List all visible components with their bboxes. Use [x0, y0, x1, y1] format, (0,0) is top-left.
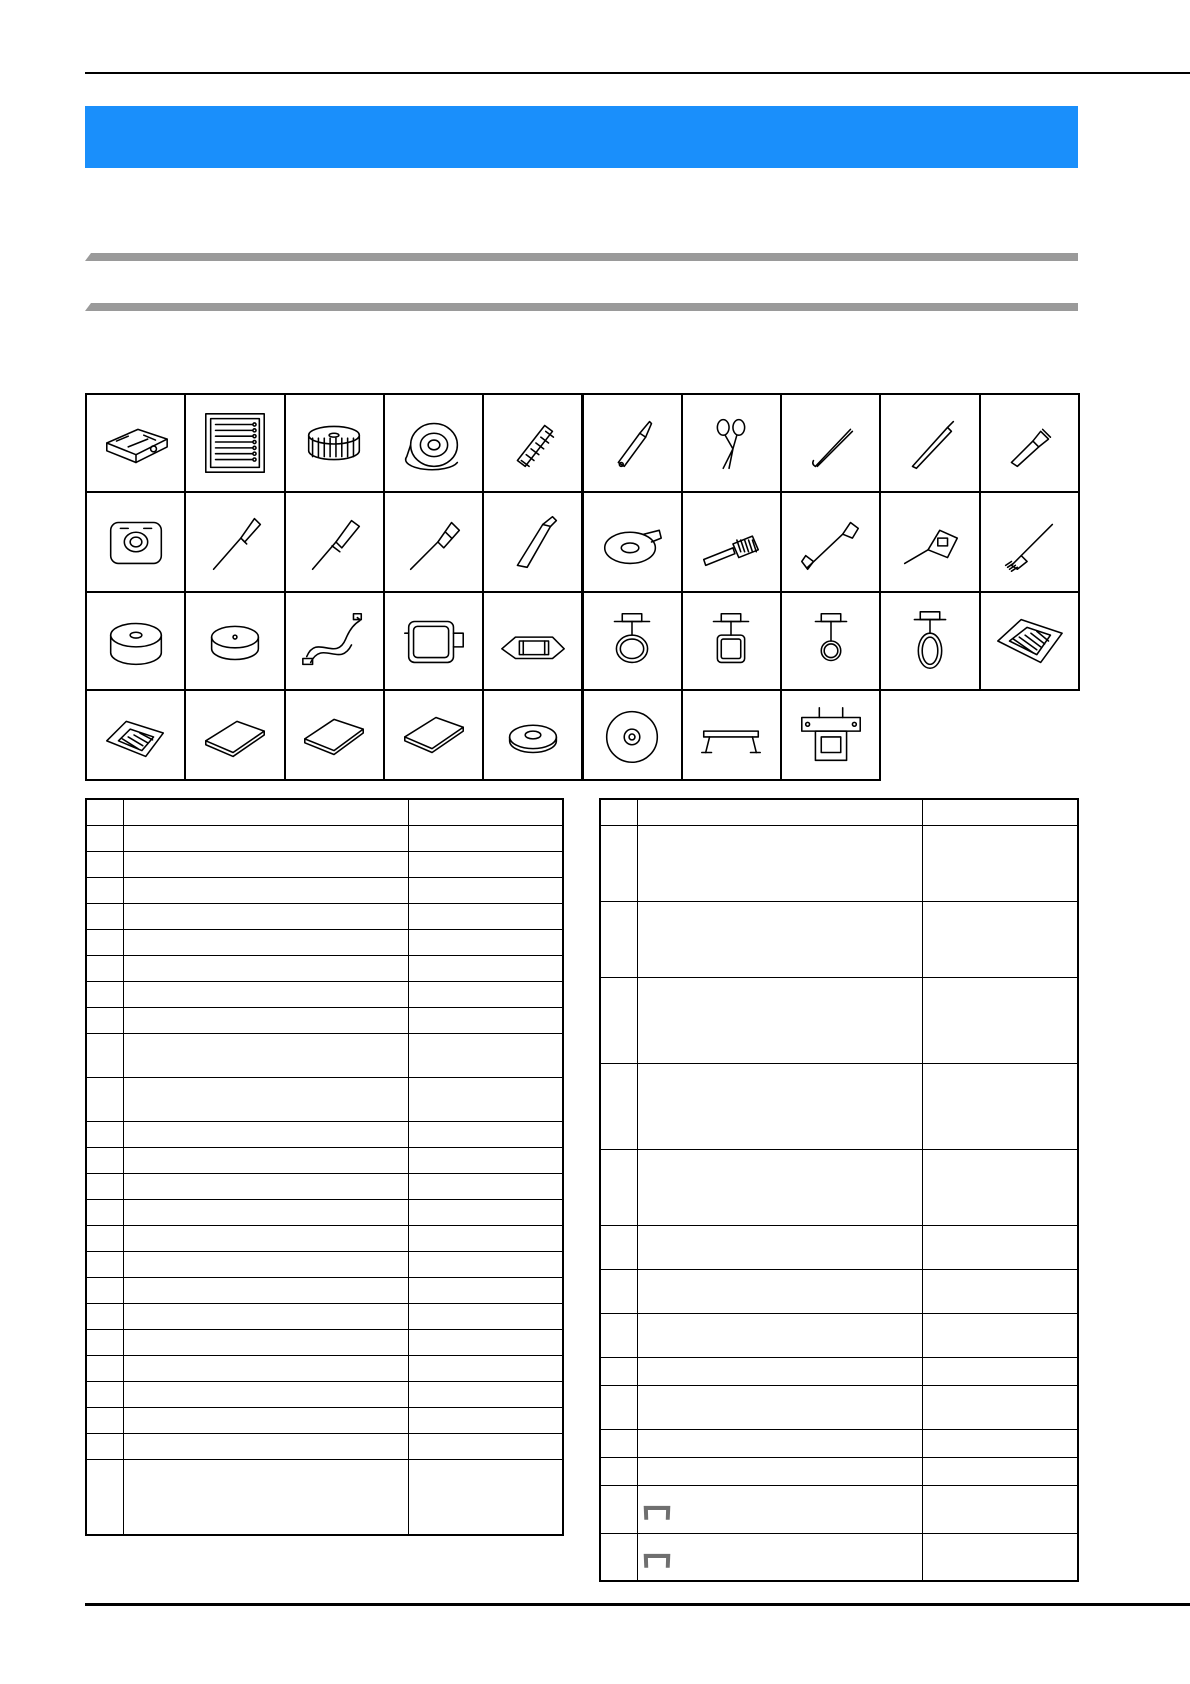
table-row: [600, 1225, 1078, 1269]
table-row: [600, 1457, 1078, 1485]
table-cell-name: [123, 1225, 408, 1251]
cap-frame-icon: [496, 604, 570, 678]
spanner-icon: [794, 505, 868, 579]
table-cell-name: [123, 1251, 408, 1277]
table-cell-no: [86, 1407, 123, 1433]
spool-net-icon: [496, 406, 570, 480]
table-cell-no: [86, 1303, 123, 1329]
table-cell-code: [408, 1381, 563, 1407]
table-cell-name: [637, 1225, 922, 1269]
awl-icon: [893, 406, 967, 480]
accessory-cell: [383, 393, 484, 493]
table-cell-code: [922, 825, 1078, 901]
table-row: [86, 877, 563, 903]
usb-cable-icon: [297, 604, 371, 678]
accessory-cell: [284, 393, 385, 493]
table-row: [86, 1355, 563, 1381]
table-cell-no: [600, 1485, 637, 1533]
table-cell-name: [123, 1033, 408, 1077]
table-cell-name: [123, 1355, 408, 1381]
accessory-case-icon: [99, 406, 173, 480]
table-row: [86, 1121, 563, 1147]
table-cell-code: [922, 1313, 1078, 1357]
top-rule: [85, 72, 1190, 74]
accessory-cell: [184, 591, 285, 691]
table-cell-code: [408, 1007, 563, 1033]
accessory-cell: [284, 491, 385, 593]
thread-spool-icon: [297, 406, 371, 480]
holder-assembly-icon: [794, 698, 868, 772]
brush-tool-icon: [694, 505, 768, 579]
small-screwdriver-icon: [397, 505, 471, 579]
table-cell-name: [123, 877, 408, 903]
table-row: [600, 1313, 1078, 1357]
table-cell-name: [637, 1063, 922, 1149]
subheading-bar-1: [85, 253, 1078, 261]
table-cell-no: [600, 1385, 637, 1429]
spool-felt-large-icon: [99, 604, 173, 678]
table-cell-code: [408, 1303, 563, 1329]
table-row: [600, 1149, 1078, 1225]
table-row: [86, 1007, 563, 1033]
tweezers-icon: [794, 406, 868, 480]
table-cell-code: [408, 1033, 563, 1077]
table-cell-no: [600, 799, 637, 825]
table-cell-no: [600, 977, 637, 1063]
table-cell-no: [600, 825, 637, 901]
table-cell-code: [408, 1329, 563, 1355]
table-cell-no: [600, 901, 637, 977]
accessory-cell: [85, 393, 186, 493]
table-row: [600, 1485, 1078, 1533]
table-cell-code: [922, 1269, 1078, 1313]
table-cell-code: [922, 977, 1078, 1063]
table-row: [86, 1199, 563, 1225]
accessory-cell: [879, 591, 980, 691]
table-cell-name: [123, 1303, 408, 1329]
table-cell-name: [123, 1433, 408, 1459]
table-cell-name: [637, 825, 922, 901]
small-frame-3-icon: [794, 604, 868, 678]
table-cell-no: [86, 1225, 123, 1251]
table-cell-name: [637, 799, 922, 825]
table-row: [86, 929, 563, 955]
seam-ripper-icon: [595, 406, 669, 480]
table-cell-name: [637, 977, 922, 1063]
small-frame-4-icon: [893, 604, 967, 678]
accessory-cell: [780, 591, 881, 691]
table-cell-no: [600, 1429, 637, 1457]
table-cell-code: [922, 1063, 1078, 1149]
table-cell-name: [637, 901, 922, 977]
table-cell-no: [86, 1329, 123, 1355]
table-cell-code: [408, 1225, 563, 1251]
table-cell-code: [408, 1199, 563, 1225]
table-cell-no: [86, 903, 123, 929]
manual-1-icon: [198, 698, 272, 772]
accessory-cell: [681, 689, 782, 781]
table-cell-name: [123, 1173, 408, 1199]
table-cell-no: [86, 1433, 123, 1459]
embroidery-sheet-large-icon: [992, 604, 1066, 678]
table-cell-code: [922, 1533, 1078, 1581]
table-row: [600, 799, 1078, 825]
table-cell-name: [123, 825, 408, 851]
table-row: [86, 955, 563, 981]
table-cell-name: [123, 1199, 408, 1225]
table-cell-name: [637, 1385, 922, 1429]
table-cell-name: [123, 1329, 408, 1355]
frame-bracket-icon: [694, 698, 768, 772]
table-cell-no: [86, 1381, 123, 1407]
table-cell-no: [86, 851, 123, 877]
table-cell-code: [922, 1225, 1078, 1269]
accessory-cell: [582, 689, 683, 781]
table-cell-name: [123, 955, 408, 981]
manual-3-icon: [397, 698, 471, 772]
table-cell-name: [123, 929, 408, 955]
table-cell-name: [637, 1457, 922, 1485]
accessory-cell: [681, 591, 782, 691]
table-cell-name: [637, 1429, 922, 1457]
table-cell-code: [408, 903, 563, 929]
accessory-cell: [383, 689, 484, 781]
table-row: [86, 1147, 563, 1173]
table-row: [600, 1429, 1078, 1457]
table-cell-no: [600, 1313, 637, 1357]
frame-mark-icon: [643, 1553, 670, 1567]
table-row: [86, 1407, 563, 1433]
table-cell-no: [86, 799, 123, 825]
table-cell-code: [922, 1385, 1078, 1429]
spool-cap-icon: [99, 505, 173, 579]
table-cell-code: [408, 955, 563, 981]
accessory-cell: [482, 393, 583, 493]
accessory-cell: [582, 591, 683, 691]
table-row: [86, 1459, 563, 1535]
table-row: [86, 1033, 563, 1077]
small-frame-1-icon: [595, 604, 669, 678]
table-cell-code: [408, 1433, 563, 1459]
table-cell-name: [123, 1407, 408, 1433]
cd-rom-icon: [595, 698, 669, 772]
table-cell-name: [637, 1485, 922, 1533]
small-frame-2-icon: [694, 604, 768, 678]
table-cell-name: [123, 1381, 408, 1407]
table-cell-no: [600, 1533, 637, 1581]
flat-screwdriver-icon: [297, 505, 371, 579]
table-cell-name: [123, 1007, 408, 1033]
accessory-cell: [184, 689, 285, 781]
felt-washer-icon: [496, 698, 570, 772]
table-cell-name: [123, 1277, 408, 1303]
accessory-cell: [780, 393, 881, 493]
accessory-cell: [85, 689, 186, 781]
table-row: [600, 1063, 1078, 1149]
table-cell-no: [86, 877, 123, 903]
table-row: [86, 1303, 563, 1329]
accessory-cell: [979, 393, 1080, 493]
table-cell-code: [408, 1173, 563, 1199]
table-cell-name: [123, 1459, 408, 1535]
table-cell-no: [86, 1251, 123, 1277]
table-cell-no: [86, 1355, 123, 1381]
table-cell-name: [637, 1313, 922, 1357]
accessory-cell: [681, 393, 782, 493]
table-cell-no: [86, 1077, 123, 1121]
table-cell-code: [922, 1457, 1078, 1485]
accessory-cell: [879, 393, 980, 493]
needle-changer-icon: [893, 505, 967, 579]
table-cell-code: [922, 901, 1078, 977]
table-row: [600, 825, 1078, 901]
table-row: [600, 1269, 1078, 1313]
table-row: [86, 1277, 563, 1303]
accessory-cell: [284, 689, 385, 781]
table-row: [86, 1251, 563, 1277]
table-cell-no: [86, 1459, 123, 1535]
table-cell-no: [600, 1063, 637, 1149]
table-row: [600, 1357, 1078, 1385]
spool-felt-small-icon: [198, 604, 272, 678]
large-frame-icon: [397, 604, 471, 678]
accessory-cell: [184, 393, 285, 493]
bobbin-thread-icon: [397, 406, 471, 480]
table-cell-code: [922, 1149, 1078, 1225]
table-cell-code: [922, 1357, 1078, 1385]
table-cell-no: [86, 1033, 123, 1077]
table-cell-no: [86, 1277, 123, 1303]
table-row: [86, 981, 563, 1007]
table-cell-name: [123, 1147, 408, 1173]
embroidery-sheet-small-icon: [99, 698, 173, 772]
parts-table-right: [599, 798, 1079, 1582]
table-cell-no: [86, 1121, 123, 1147]
needle-set-icon: [198, 406, 272, 480]
table-row: [86, 799, 563, 825]
bobbin-case-plate-icon: [595, 505, 669, 579]
table-cell-name: [123, 1121, 408, 1147]
table-cell-no: [600, 1269, 637, 1313]
table-cell-code: [408, 1077, 563, 1121]
table-cell-code: [922, 799, 1078, 825]
table-cell-code: [408, 851, 563, 877]
cross-screwdriver-icon: [198, 505, 272, 579]
table-cell-code: [408, 929, 563, 955]
table-cell-code: [408, 981, 563, 1007]
table-cell-code: [408, 1251, 563, 1277]
table-cell-name: [637, 1357, 922, 1385]
accessory-cell: [979, 491, 1080, 593]
table-cell-code: [408, 1121, 563, 1147]
chapter-banner: [85, 106, 1078, 168]
table-row: [86, 1381, 563, 1407]
table-cell-no: [600, 1149, 637, 1225]
accessory-cell: [284, 591, 385, 691]
table-cell-code: [922, 1429, 1078, 1457]
table-cell-no: [86, 1007, 123, 1033]
table-cell-name: [123, 981, 408, 1007]
table-cell-no: [600, 1457, 637, 1485]
table-cell-code: [408, 877, 563, 903]
table-row: [86, 825, 563, 851]
table-cell-name: [637, 1533, 922, 1581]
table-cell-name: [123, 1077, 408, 1121]
table-cell-code: [408, 1277, 563, 1303]
accessory-cell: [383, 591, 484, 691]
table-cell-no: [86, 1199, 123, 1225]
accessory-cell: [780, 491, 881, 593]
table-cell-name: [123, 799, 408, 825]
table-cell-code: [922, 1485, 1078, 1533]
accessory-cell: [582, 491, 683, 593]
table-row: [600, 977, 1078, 1063]
cleaning-brush-icon: [992, 505, 1066, 579]
table-cell-code: [408, 1355, 563, 1381]
table-row: [86, 851, 563, 877]
table-row: [600, 1385, 1078, 1429]
table-cell-code: [408, 1407, 563, 1433]
table-row: [86, 1225, 563, 1251]
subheading-bar-2: [85, 303, 1078, 311]
accessory-cell: [482, 491, 583, 593]
table-cell-no: [600, 1357, 637, 1385]
table-cell-code: [408, 825, 563, 851]
accessory-cell: [979, 591, 1080, 691]
accessory-cell: [582, 393, 683, 493]
table-cell-name: [637, 1149, 922, 1225]
frame-mark-icon: [643, 1505, 670, 1519]
bottom-rule: [85, 1603, 1190, 1606]
table-row: [600, 1533, 1078, 1581]
accessory-cell: [482, 689, 583, 781]
table-cell-code: [408, 1459, 563, 1535]
bobbin-case-tool-icon: [992, 406, 1066, 480]
table-cell-no: [86, 955, 123, 981]
hex-wrench-icon: [496, 505, 570, 579]
parts-table-left: [85, 798, 564, 1536]
accessory-cell: [780, 689, 881, 781]
accessory-cell: [482, 591, 583, 691]
manual-2-icon: [297, 698, 371, 772]
accessory-cell: [85, 591, 186, 691]
accessory-cell: [879, 491, 980, 593]
table-cell-no: [86, 1173, 123, 1199]
table-row: [86, 1077, 563, 1121]
table-cell-name: [637, 1269, 922, 1313]
table-row: [86, 1173, 563, 1199]
table-row: [86, 1433, 563, 1459]
table-cell-no: [86, 1147, 123, 1173]
accessory-cell: [85, 491, 186, 593]
table-cell-no: [86, 929, 123, 955]
table-row: [86, 903, 563, 929]
table-cell-name: [123, 903, 408, 929]
table-cell-no: [86, 981, 123, 1007]
table-cell-code: [408, 799, 563, 825]
accessory-cell: [184, 491, 285, 593]
table-cell-no: [600, 1225, 637, 1269]
table-row: [600, 901, 1078, 977]
table-cell-no: [86, 825, 123, 851]
accessory-cell: [383, 491, 484, 593]
table-cell-code: [408, 1147, 563, 1173]
accessory-cell: [681, 491, 782, 593]
table-row: [86, 1329, 563, 1355]
scissors-icon: [694, 406, 768, 480]
table-cell-name: [123, 851, 408, 877]
